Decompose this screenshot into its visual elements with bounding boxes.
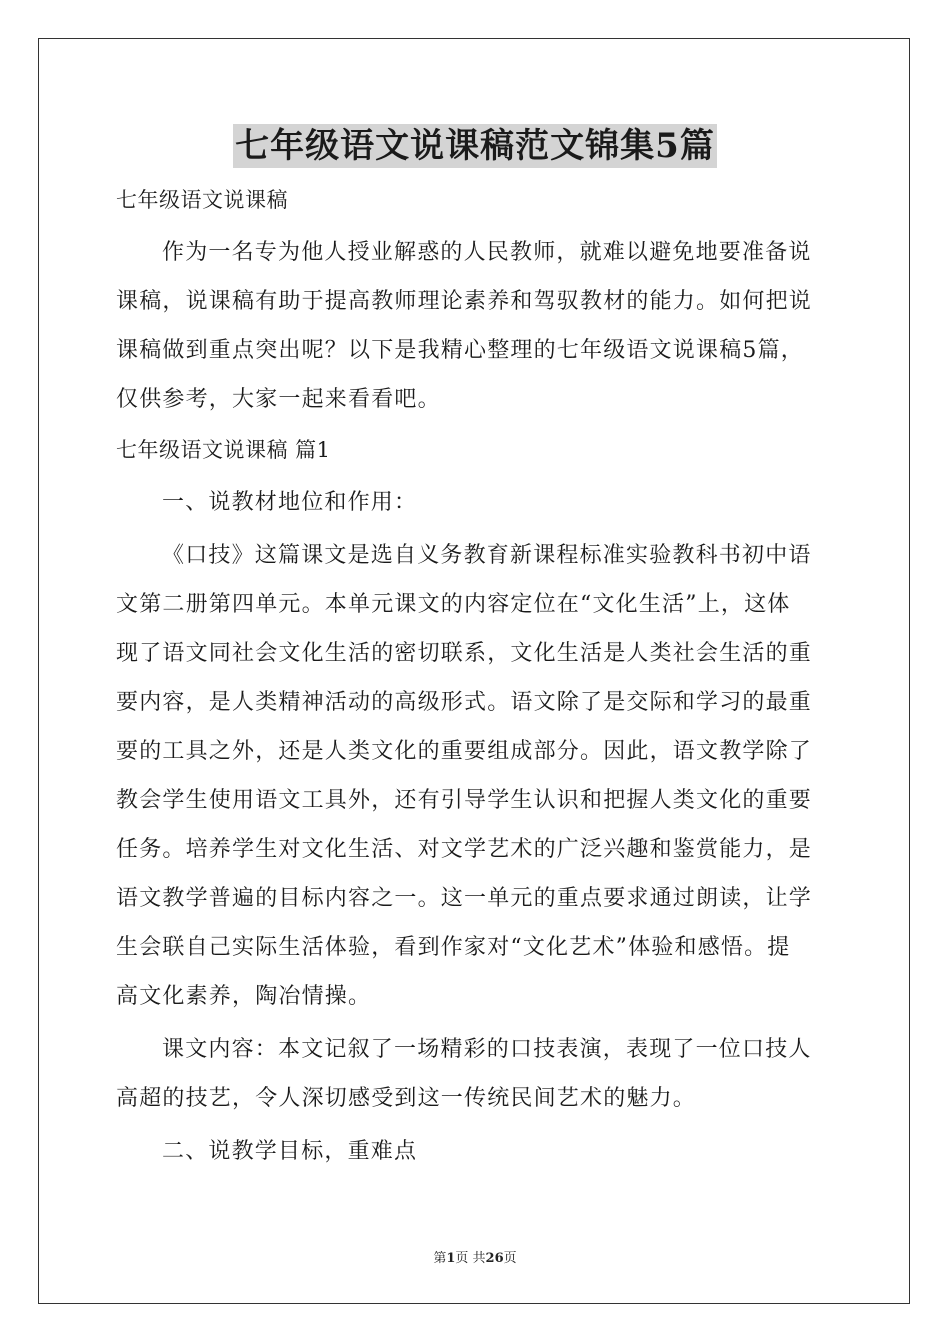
text-line: 语文教学普遍的目标内容之一。这一单元的重点要求通过朗读，让学 bbox=[116, 886, 813, 911]
text-line: 文第二册第四单元。本单元课文的内容定位在“文化生活”上，这体 bbox=[116, 592, 791, 617]
footer-page-total: 26 bbox=[485, 1251, 504, 1266]
text-line: 教会学生使用语文工具外，还有引导学生认识和把握人类文化的重要 bbox=[116, 788, 813, 813]
text-line: 高超的技艺，令人深切感受到这一传统民间艺术的魅力。 bbox=[116, 1086, 697, 1111]
text-line: 课稿做到重点突出呢？以下是我精心整理的七年级语文说课稿5篇， bbox=[116, 338, 804, 363]
footer-page-prefix: 第 bbox=[433, 1251, 447, 1266]
text-line: 仅供参考，大家一起来看看吧。 bbox=[116, 387, 441, 412]
text-line: 课文内容：本文记叙了一场精彩的口技表演，表现了一位口技人 bbox=[162, 1037, 812, 1062]
document-subtitle: 七年级语文说课稿 bbox=[116, 188, 288, 212]
document-body bbox=[116, 178, 832, 1176]
section1-title: 一、说教材地位和作用： bbox=[162, 490, 418, 515]
text-line: 高文化素养，陶冶情操。 bbox=[116, 984, 372, 1009]
text-line: 要的工具之外，还是人类文化的重要组成部分。因此，语文教学除了 bbox=[116, 739, 813, 764]
footer-page-suffix: 页 bbox=[503, 1251, 517, 1266]
text-line: 课稿，说课稿有助于提高教师理论素养和驾驭教材的能力。如何把说 bbox=[116, 289, 813, 314]
document-title: 七年级语文说课稿范文锦集5篇 bbox=[235, 126, 715, 166]
text-line: 要内容，是人类精神活动的高级形式。语文除了是交际和学习的最重 bbox=[116, 690, 813, 715]
content-paragraph bbox=[116, 1025, 832, 1123]
footer-page-mid: 页 共 bbox=[455, 1251, 486, 1266]
footer-page-current: 1 bbox=[446, 1251, 456, 1266]
text-line: 任务。培养学生对文化生活、对文学艺术的广泛兴趣和鉴赏能力，是 bbox=[116, 837, 813, 862]
page-footer bbox=[0, 1247, 950, 1266]
text-line: 现了语文同社会文化生活的密切联系，文化生活是人类社会生活的重 bbox=[116, 641, 813, 666]
section2-title: 二、说教学目标，重难点 bbox=[162, 1139, 418, 1164]
text-line: 《口技》这篇课文是选自义务教育新课程标准实验教科书初中语 bbox=[162, 543, 812, 568]
text-line: 生会联自己实际生活体验，看到作家对“文化艺术”体验和感悟。提 bbox=[116, 935, 791, 960]
title-area bbox=[0, 124, 950, 168]
section1-paragraph bbox=[116, 531, 832, 1021]
section-heading: 七年级语文说课稿 篇1 bbox=[116, 438, 331, 462]
text-line: 作为一名专为他人授业解惑的人民教师，就难以避免地要准备说 bbox=[162, 240, 812, 265]
intro-paragraph bbox=[116, 228, 832, 424]
